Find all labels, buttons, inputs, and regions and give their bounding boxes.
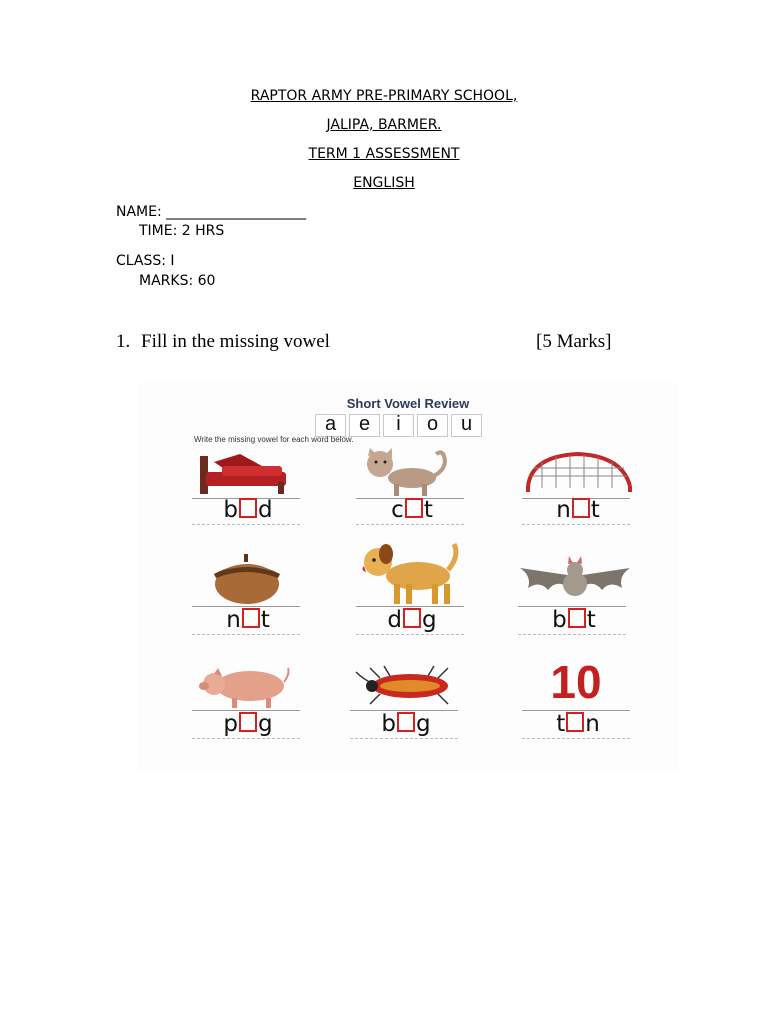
school-place: JALIPA, BARMER. [326,117,442,133]
item-nut [192,554,302,664]
vowel-blank[interactable] [572,498,590,518]
bat-icon [518,554,632,606]
nut-icon [192,554,300,606]
question-number: 1. [116,331,131,352]
word-dog[interactable]: d g [387,607,437,633]
cat-icon [356,448,466,498]
item-dog [356,540,466,650]
word-bat[interactable]: b t [552,607,596,633]
vowel-blank[interactable] [397,712,415,732]
question-1 [116,331,616,353]
word-net[interactable]: n t [556,497,600,523]
school-name: RAPTOR ARMY PRE-PRIMARY SCHOOL, [250,88,518,104]
item-ten [522,656,632,772]
name-line: NAME: ____________________ [116,204,307,220]
vowel-blank[interactable] [566,712,584,732]
dog-icon [356,540,466,606]
vowel-blank[interactable] [403,608,421,628]
bed-icon [192,448,300,498]
vowel-strip [315,414,482,437]
worksheet-title: Short Vowel Review [346,396,470,411]
item-pig [192,662,302,772]
word-bed[interactable]: b d [223,497,273,523]
question-marks: [5 Marks] [536,331,612,352]
vowel-a: a [315,414,346,437]
class-line: CLASS: I [116,253,175,269]
vowel-o: o [417,414,448,437]
bug-icon [350,664,468,710]
vowel-i: i [383,414,414,437]
net-icon [522,448,632,498]
word-nut[interactable]: n t [226,607,270,633]
question-text: Fill in the missing vowel [141,331,330,352]
word-cat[interactable]: c t [391,497,433,523]
vowel-blank[interactable] [239,498,257,518]
vowel-e: e [349,414,380,437]
word-bug[interactable]: b g [381,711,431,737]
item-net [522,448,632,558]
worksheet-instruction: Write the missing vowel for each word below. [194,435,354,444]
vowel-worksheet [138,382,678,772]
item-bat [518,554,628,664]
word-pig[interactable]: p g [223,711,273,737]
vowel-blank[interactable] [239,712,257,732]
word-ten[interactable]: t n [556,711,600,737]
ten-icon: 10 [550,656,602,708]
item-bed [192,448,302,558]
time-line: TIME: 2 HRS [139,223,225,239]
vowel-blank[interactable] [568,608,586,628]
vowel-blank[interactable] [242,608,260,628]
item-bug [350,664,460,774]
vowel-blank[interactable] [405,498,423,518]
marks-line: MARKS: 60 [139,273,216,289]
pig-icon [192,662,300,710]
subject-title: ENGLISH [353,175,415,191]
assessment-title: TERM 1 ASSESSMENT [308,146,460,162]
vowel-u: u [451,414,482,437]
